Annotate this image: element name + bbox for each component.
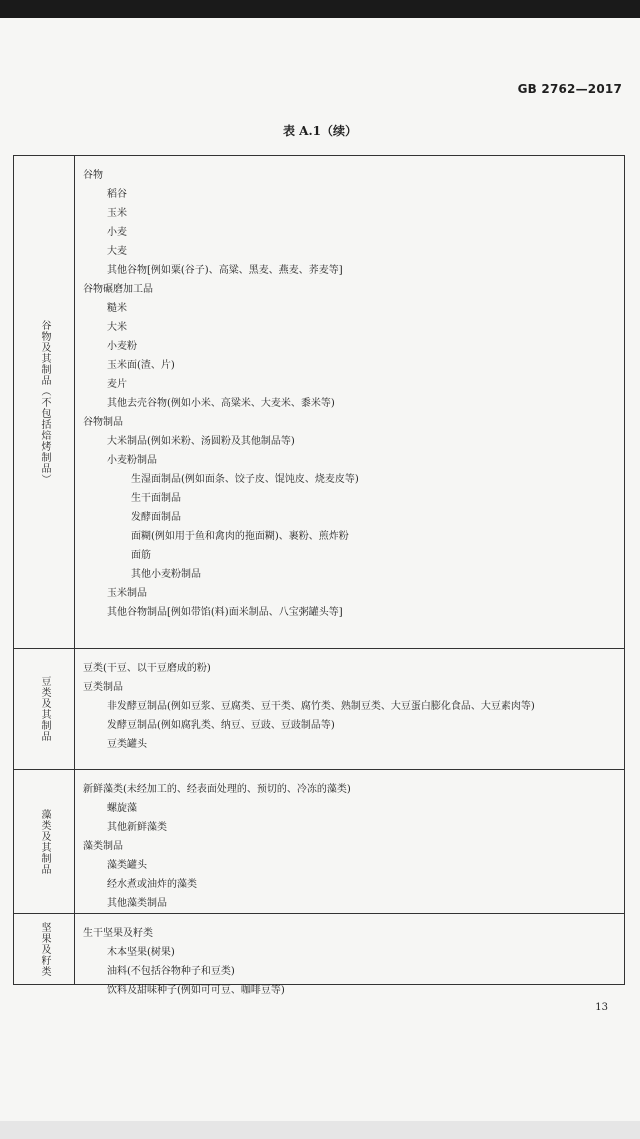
table-item: 大米 xyxy=(107,322,127,333)
table-item: 小麦粉 xyxy=(107,341,137,352)
table-item: 发酵面制品 xyxy=(131,512,181,523)
table-item: 其他新鲜藻类 xyxy=(107,822,167,833)
category-label: 谷物及其制品（不包括焙烤制品） xyxy=(39,319,50,485)
item-list xyxy=(74,780,624,913)
table-item: 面筋 xyxy=(131,550,151,561)
table-item: 木本坚果(树果) xyxy=(107,947,175,958)
category-label: 坚果及籽类 xyxy=(39,921,50,977)
category-label: 藻类及其制品 xyxy=(39,808,50,875)
table-item: 其他小麦粉制品 xyxy=(131,569,201,580)
table-item: 饮料及甜味种子(例如可可豆、咖啡豆等) xyxy=(107,985,285,996)
item-list xyxy=(74,924,624,1000)
table-item: 藻类制品 xyxy=(83,841,123,852)
table-item: 糙米 xyxy=(107,303,127,314)
table-item: 生干坚果及籽类 xyxy=(83,928,153,939)
table-item: 非发酵豆制品(例如豆浆、豆腐类、豆干类、腐竹类、熟制豆类、大豆蛋白膨化食品、大豆素肉等) xyxy=(107,701,535,712)
table-item: 螺旋藻 xyxy=(107,803,137,814)
table-item: 玉米面(渣、片) xyxy=(107,360,175,371)
table-group-nuts-seeds xyxy=(14,913,624,996)
table-title: 表 A.1（续） xyxy=(282,124,358,138)
table-item: 谷物制品 xyxy=(83,417,123,428)
bottom-bar xyxy=(0,1121,640,1139)
table-item: 藻类罐头 xyxy=(107,860,147,871)
table-item: 稻谷 xyxy=(107,189,127,200)
table-item: 油料(不包括谷物种子和豆类) xyxy=(107,966,235,977)
table-group-legumes xyxy=(14,648,624,769)
page-number: 13 xyxy=(595,1002,608,1013)
item-list xyxy=(74,166,624,622)
table-item: 其他谷物制品[例如带馅(料)面米制品、八宝粥罐头等] xyxy=(107,607,343,618)
table-item: 大麦 xyxy=(107,246,127,257)
table-item: 豆类(干豆、以干豆磨成的粉) xyxy=(83,663,211,674)
table-item: 发酵豆制品(例如腐乳类、纳豆、豆豉、豆豉制品等) xyxy=(107,720,335,731)
table-item: 其他藻类制品 xyxy=(107,898,167,909)
table-item: 新鲜藻类(未经加工的、经表面处理的、预切的、冷冻的藻类) xyxy=(83,784,351,795)
table-item: 豆类罐头 xyxy=(107,739,147,750)
food-category-table xyxy=(13,155,625,996)
table-item: 谷物 xyxy=(83,170,103,181)
table-item: 生湿面制品(例如面条、饺子皮、馄饨皮、烧麦皮等) xyxy=(131,474,359,485)
table-item: 小麦 xyxy=(107,227,127,238)
category-cell xyxy=(14,649,75,769)
table-item: 大米制品(例如米粉、汤圆粉及其他制品等) xyxy=(107,436,295,447)
document-code: GB 2762—2017 xyxy=(517,82,622,96)
table-item: 玉米 xyxy=(107,208,127,219)
table-item: 玉米制品 xyxy=(107,588,147,599)
category-cell xyxy=(14,770,75,913)
category-cell xyxy=(14,914,75,984)
category-label: 豆类及其制品 xyxy=(39,676,50,742)
table-group-algae xyxy=(14,769,624,913)
table-item: 谷物碾磨加工品 xyxy=(83,284,153,295)
category-cell xyxy=(14,156,75,648)
table-item: 面糊(例如用于鱼和禽肉的拖面糊)、裹粉、煎炸粉 xyxy=(131,531,349,542)
table-item: 小麦粉制品 xyxy=(107,455,157,466)
status-bar xyxy=(0,0,640,18)
table-item: 豆类制品 xyxy=(83,682,123,693)
table-item: 其他谷物[例如粟(谷子)、高粱、黑麦、燕麦、荞麦等] xyxy=(107,265,343,276)
table-item: 生干面制品 xyxy=(131,493,181,504)
table-item: 麦片 xyxy=(107,379,127,390)
table-item: 经水煮或油炸的藻类 xyxy=(107,879,197,890)
item-list xyxy=(74,659,624,754)
table-item: 其他去壳谷物(例如小米、高粱米、大麦米、黍米等) xyxy=(107,398,335,409)
table-group-cereals xyxy=(14,156,624,648)
